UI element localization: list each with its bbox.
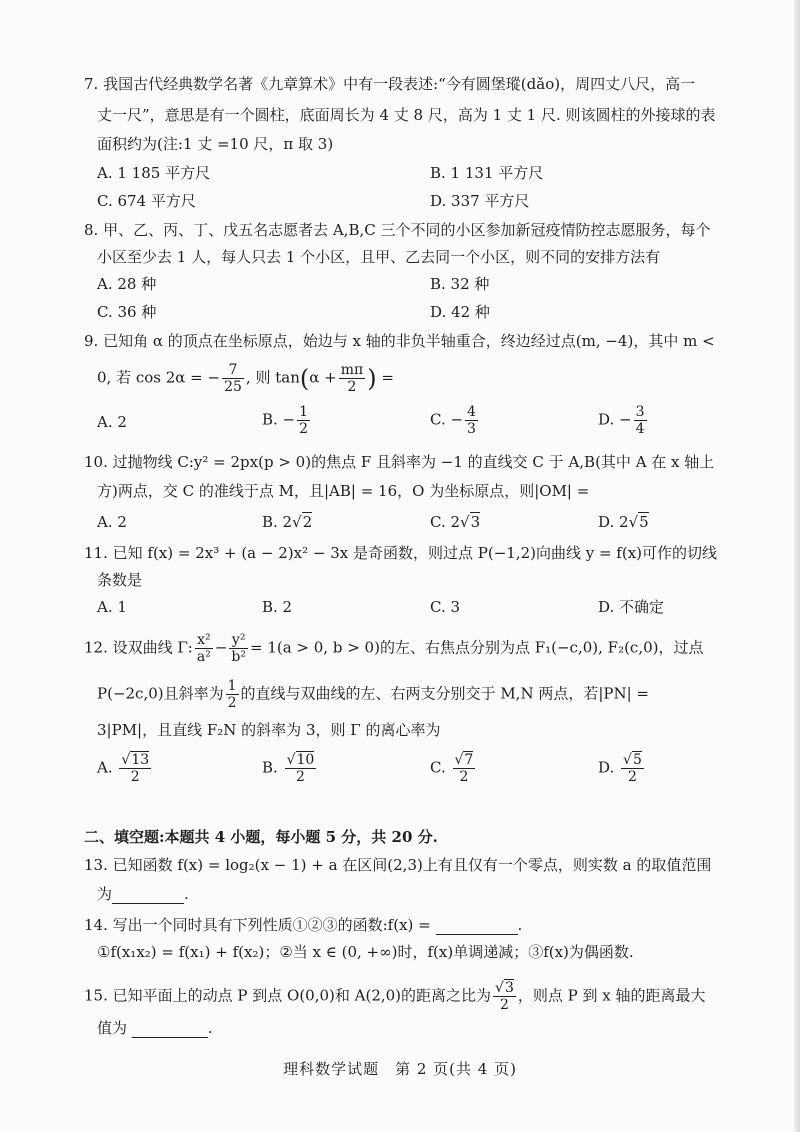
- q12-text-a: 12. 设双曲线 Γ:: [84, 638, 193, 657]
- q15-line-1: 15. 已知平面上的动点 P 到点 O(0,0)和 A(2,0)的距离之比为 $\frac{√3}{2}$ ，则点 P 到 x 轴的距离最大: [84, 980, 706, 1013]
- q13-answer-blank[interactable]: [112, 883, 184, 904]
- q12-option-d-label: D.: [598, 758, 615, 777]
- q9-text-paren: α +: [309, 368, 337, 387]
- q10-line-1: 10. 过抛物线 C:y² = 2px(p > 0)的焦点 F 且斜率为 −1 的直线交 C 于 A,B(其中 A 在 x 轴上: [84, 453, 715, 471]
- q12-option-a-rad: 13: [131, 752, 150, 768]
- q14-line-1: [84, 914, 522, 935]
- q9-option-d-num: 3: [635, 404, 645, 420]
- q9-option-b: [262, 404, 312, 437]
- q9-text-a: 0, 若 cos 2α = −: [97, 368, 221, 387]
- q9-option-d-label: D. −: [598, 410, 632, 429]
- q7-option-c: C. 674 平方尺: [97, 192, 196, 210]
- q9-frac1-den: 25: [224, 379, 242, 395]
- q8-option-d: D. 42 种: [430, 303, 490, 321]
- q15-period: .: [207, 1019, 213, 1037]
- q12-line-1: [84, 632, 704, 665]
- q10-option-d-rad: 5: [639, 513, 649, 531]
- q9-fraction-1: [222, 362, 244, 395]
- q8-line-1: 8. 甲、乙、丙、丁、戊五名志愿者去 A,B,C 三个不同的小区参加新冠疫情防控志愿服务，每个: [84, 221, 711, 239]
- q11-option-c: C. 3: [430, 598, 461, 616]
- q13-line-2: [97, 883, 189, 904]
- section-heading-fill-in: 二、填空题:本题共 4 小题，每小题 5 分，共 20 分.: [84, 828, 438, 846]
- q13-text: 为: [97, 885, 113, 903]
- q8-option-c: C. 36 种: [97, 303, 157, 321]
- q12-frac-x-num: x²: [195, 632, 213, 649]
- q15-answer-blank[interactable]: [132, 1017, 208, 1038]
- q9-text-c: =: [381, 368, 394, 387]
- q9-option-c-label: C. −: [430, 410, 464, 429]
- q7-option-b: B. 1 131 平方尺: [430, 164, 544, 182]
- q7-option-d: D. 337 平方尺: [430, 192, 530, 210]
- q11-option-a: A. 1: [97, 598, 127, 616]
- q10-option-b-rad: 2: [302, 513, 313, 531]
- q14-text: 14. 写出一个同时具有下列性质①②③的函数:f(x) =: [84, 916, 431, 934]
- q8-option-b: B. 32 种: [430, 275, 490, 293]
- q10-option-c-rad: 3: [470, 513, 481, 531]
- q8-option-a: A. 28 种: [97, 275, 157, 293]
- q12-option-a-den: 2: [130, 769, 140, 785]
- q15-frac-rad: 3: [504, 980, 514, 996]
- q12-text-b: = 1(a > 0, b > 0)的左、右焦点分别为点 F₁(−c,0), F₂(c,0)，过点: [249, 638, 704, 657]
- q11-option-d: D. 不确定: [598, 598, 665, 616]
- q11-line-1: 11. 已知 f(x) = 2x³ + (a − 2)x² − 3x 是奇函数，则过点 P(−1,2)向曲线 y = f(x)可作的切线: [84, 544, 718, 562]
- q9-option-d-den: 4: [635, 421, 645, 437]
- q12-text-d: 的直线与双曲线的左、右两支分别交于 M,N 两点，若|PN| =: [240, 684, 649, 703]
- q10-option-c: C. 2√3: [430, 513, 481, 531]
- q10-option-b-label: B. 2: [262, 513, 293, 531]
- q8-line-2: 小区至少去 1 人，每人只去 1 个小区，且甲、乙去同一个小区，则不同的安排方法有: [97, 248, 661, 266]
- q12-option-b: B. $\frac{√10}{2}$: [262, 752, 315, 785]
- page-footer: 理科数学试题 第 2 页(共 4 页): [283, 1060, 517, 1078]
- q13-line-1: 13. 已知函数 f(x) = log₂(x − 1) + a 在区间(2,3)上有且仅有一个零点，则实数 a 的取值范围: [84, 856, 712, 874]
- q12-option-d: D. $\frac{√5}{2}$: [598, 752, 642, 785]
- q9-option-c-den: 3: [467, 421, 476, 437]
- q9-option-d: [598, 404, 649, 437]
- q9-option-a: A. 2: [97, 413, 127, 431]
- q12-frac-x-den: a²: [196, 649, 211, 665]
- q11-option-b: B. 2: [262, 598, 293, 616]
- q9-frac2-den: 2: [347, 379, 357, 395]
- q7-line-2: 丈一尺”，意思是有一个圆柱，底面周长为 4 丈 8 尺，高为 1 丈 1 尺. 则该圆柱的外接球的表: [97, 106, 716, 124]
- q15-text-a: 15. 已知平面上的动点 P 到点 O(0,0)和 A(2,0)的距离之比为: [84, 986, 492, 1005]
- q15-line-2: [97, 1017, 213, 1038]
- scan-edge: [794, 0, 800, 1132]
- q15-frac-den: 2: [500, 997, 509, 1013]
- q9-option-b-den: 2: [299, 421, 309, 437]
- q12-option-d-rad: 5: [632, 752, 642, 768]
- q12-option-c: C. $\frac{√7}{2}$: [430, 752, 474, 785]
- q12-frac-y-num: y²: [229, 632, 248, 649]
- q12-line-3: 3|PM|，且直线 F₂N 的斜率为 3，则 Γ 的离心率为: [97, 721, 441, 739]
- q7-option-a: A. 1 185 平方尺: [97, 164, 211, 182]
- q9-line-1: 9. 已知角 α 的顶点在坐标原点，始边与 x 轴的非负半轴重合，终边经过点(m, −4)，其中 m <: [84, 332, 715, 350]
- q9-frac1-num: 7: [222, 362, 244, 379]
- q12-line-2: [97, 678, 649, 711]
- q12-option-b-label: B.: [262, 758, 278, 777]
- q13-period: .: [184, 885, 189, 903]
- q9-option-b-num: 1: [299, 404, 309, 420]
- q9-text-b: , 则 tan: [245, 368, 300, 387]
- q15-text-c: 值为: [97, 1019, 128, 1037]
- q12-option-b-den: 2: [295, 769, 305, 785]
- q12-frac-slope-den: 2: [227, 695, 237, 711]
- q12-option-c-label: C.: [430, 758, 446, 777]
- q10-option-d: D. 2√5: [598, 513, 649, 531]
- q14-period: .: [517, 916, 523, 934]
- q9-option-c-num: 4: [467, 404, 476, 420]
- q10-option-c-label: C. 2: [430, 513, 461, 531]
- q12-option-d-den: 2: [628, 769, 637, 785]
- q12-minus: −: [214, 638, 228, 657]
- q12-text-c: P(−2c,0)且斜率为: [97, 684, 224, 703]
- q15-text-b: ，则点 P 到 x 轴的距离最大: [517, 986, 706, 1005]
- q12-option-c-rad: 7: [464, 752, 474, 768]
- q9-frac2-num: mπ: [340, 362, 364, 378]
- q12-option-a: A. $\frac{√13}{2}$: [97, 752, 150, 785]
- q12-option-c-den: 2: [459, 769, 469, 785]
- q9-line-2: 0, 若 cos 2α = − $\frac{7}{25}$ , 则 tan(α + $\frac{m\pi}{2}$ ) =: [97, 362, 394, 395]
- q10-line-2: 方)两点，交 C 的准线于点 M，且|AB| = 16，O 为坐标原点，则|OM| =: [97, 482, 590, 500]
- q12-option-a-label: A.: [97, 758, 113, 777]
- q9-option-c: [430, 404, 480, 437]
- q14-answer-blank[interactable]: [436, 914, 518, 935]
- q10-option-d-label: D. 2: [598, 513, 629, 531]
- q10-option-b: B. 2√2: [262, 513, 313, 531]
- q14-line-2: ①f(x₁x₂) = f(x₁) + f(x₂)；②当 x ∈ (0, +∞)时，f(x)单调递减；③f(x)为偶函数.: [97, 943, 634, 961]
- q7-line-1: 7. 我国古代经典数学名著《九章算术》中有一段表述:“今有圆堡瑽(dǎo)，周四丈八尺，高一: [84, 75, 696, 93]
- q12-frac-slope-num: 1: [227, 678, 237, 694]
- q10-option-a: A. 2: [97, 513, 127, 531]
- q9-fraction-2: [339, 362, 365, 395]
- q9-option-b-label: B. −: [262, 410, 296, 429]
- q7-line-3: 面积约为(注:1 丈 =10 尺，π 取 3): [97, 135, 334, 153]
- q12-option-b-rad: 10: [296, 752, 315, 768]
- q11-line-2: 条数是: [97, 571, 143, 589]
- q12-frac-y-den: b²: [231, 649, 246, 665]
